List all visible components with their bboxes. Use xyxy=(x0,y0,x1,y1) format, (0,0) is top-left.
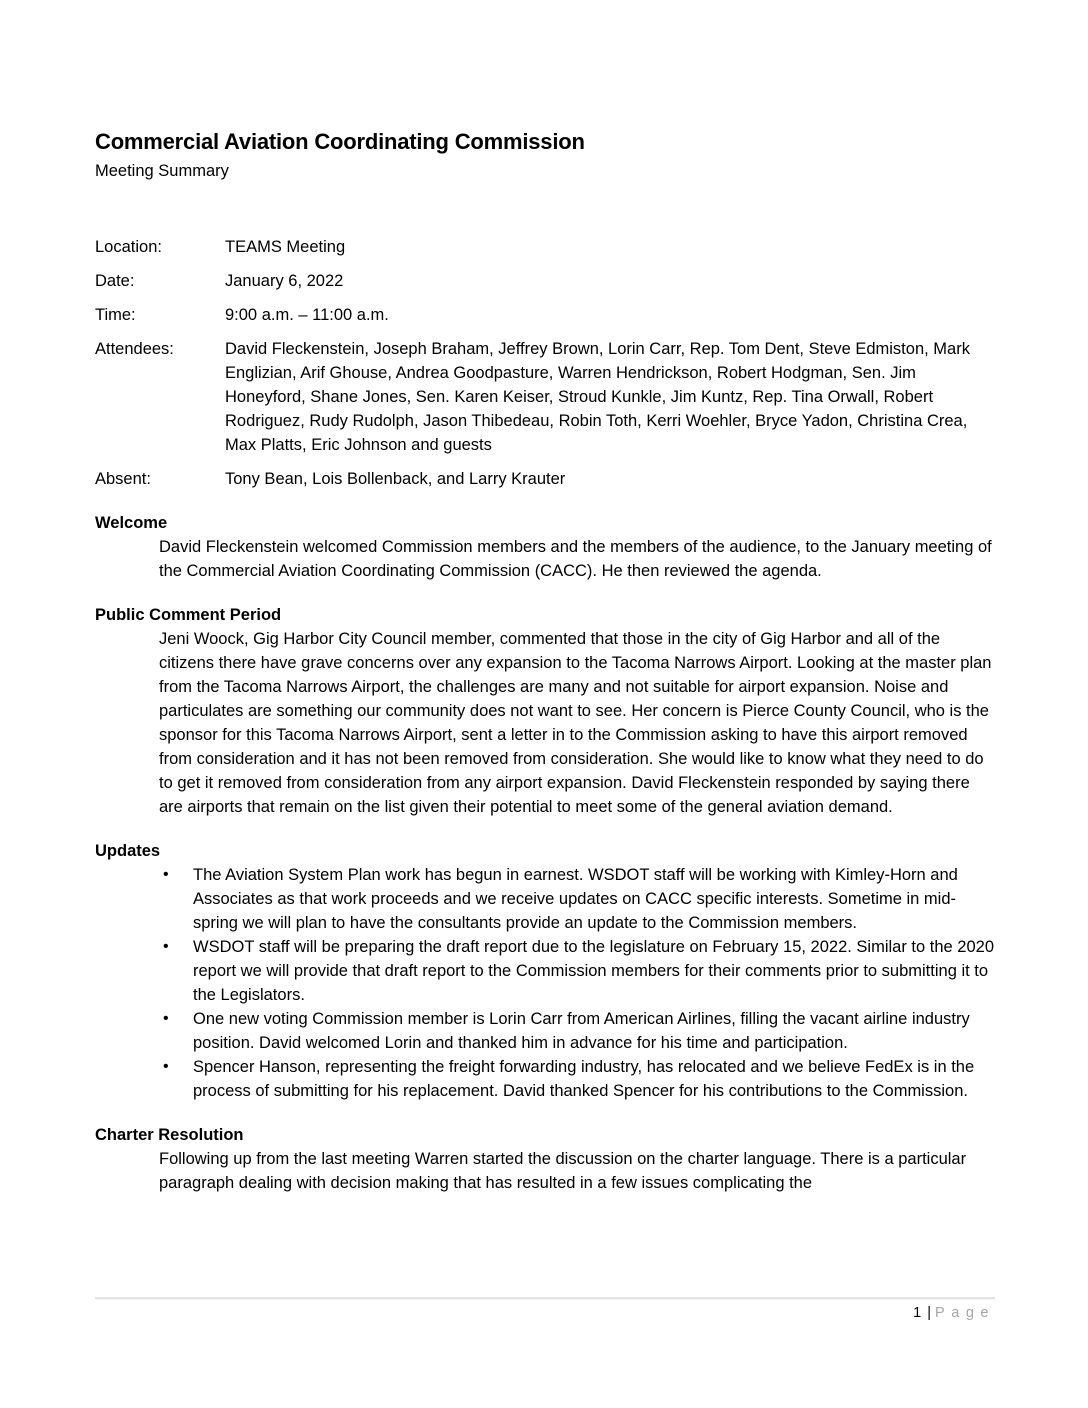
bullet-item: • WSDOT staff will be preparing the draft report due to the legislature on February 15, 2022. Similar to the 2020 report we will provide that draft report to the Commission members for their comments prior to submitting it to the Legislators. xyxy=(95,935,995,1007)
meta-value-time: 9:00 a.m. – 11:00 a.m. xyxy=(225,306,389,324)
meta-label-absent: Absent: xyxy=(95,470,151,488)
section-heading-updates: Updates xyxy=(95,842,161,860)
section-heading-welcome: Welcome xyxy=(95,514,168,532)
footer-page-number: 1 xyxy=(913,1305,922,1321)
section-heading-charter-resolution: Charter Resolution xyxy=(95,1126,244,1144)
document-content xyxy=(95,128,995,1195)
footer-page-label xyxy=(95,1302,995,1324)
updates-bullet-list xyxy=(95,863,995,1103)
section-public-comment-period xyxy=(95,603,995,819)
meta-row-absent xyxy=(95,467,995,491)
document-subtitle: Meeting Summary xyxy=(95,162,229,180)
section-welcome xyxy=(95,511,995,583)
section-charter-resolution xyxy=(95,1123,995,1195)
meta-label-time: Time: xyxy=(95,306,136,324)
meta-label-location: Location: xyxy=(95,238,162,256)
meta-value-absent: Tony Bean, Lois Bollenback, and Larry Krauter xyxy=(225,470,566,488)
bullet-item: • Spencer Hanson, representing the freight forwarding industry, has relocated and we believe FedEx is in the process of submitting for his replacement. David thanked Spencer for his contributions to the Commission. xyxy=(95,1055,995,1103)
bullet-item: • One new voting Commission member is Lorin Carr from American Airlines, filling the vacant airline industry position. David welcomed Lorin and thanked him in advance for his time and participation. xyxy=(95,1007,995,1055)
bullet-item: • The Aviation System Plan work has begun in earnest. WSDOT staff will be working with Kimley-Horn and Associates as that work proceeds and we receive updates on CACC specific interests. Sometime in mid-spring we will plan to have the consultants provide an update to the Commission members. xyxy=(95,863,995,935)
meta-value-date: January 6, 2022 xyxy=(225,272,344,290)
section-heading-public-comment-period: Public Comment Period xyxy=(95,606,282,624)
meta-value-location: TEAMS Meeting xyxy=(225,238,346,256)
footer-divider xyxy=(95,1297,995,1300)
footer-page-word: Page xyxy=(935,1305,995,1321)
meta-row-date xyxy=(95,269,995,293)
meeting-meta xyxy=(95,235,995,491)
page-footer xyxy=(95,1297,995,1324)
meta-row-attendees xyxy=(95,337,995,457)
meta-label-attendees: Attendees: xyxy=(95,340,174,358)
document-title: Commercial Aviation Coordinating Commission xyxy=(95,129,585,154)
footer-separator: | xyxy=(927,1305,932,1321)
section-updates xyxy=(95,839,995,1103)
paragraph: David Fleckenstein welcomed Commission members and the members of the audience, to the January meeting of the Commercial Aviation Coordinating Commission (CACC). He then reviewed the agenda. xyxy=(159,538,992,580)
meta-row-location xyxy=(95,235,995,259)
paragraph: Jeni Woock, Gig Harbor City Council member, commented that those in the city of Gig Harbor and all of the citizens there have grave concerns over any expansion to the Tacoma Narrows Airport. Looking at the master plan from the Tacoma Narrows Airport, the challenges are many and not suitable for airport expansion. Noise and particulates are something our community does not want to see. Her concern is Pierce County Council, who is the sponsor for this Tacoma Narrows Airport, sent a letter in to the Commission asking to have this airport removed from consideration and it has not been removed from consideration. She would like to know what they need to do to get it removed from consideration from any airport expansion. David Fleckenstein responded by saying there are airports that remain on the list given their potential to meet some of the general aviation demand. xyxy=(159,630,992,816)
paragraph: Following up from the last meeting Warren started the discussion on the charter language. There is a particular paragraph dealing with decision making that has resulted in a few issues complicating the xyxy=(159,1150,967,1192)
meta-row-time xyxy=(95,303,995,327)
meta-value-attendees: David Fleckenstein, Joseph Braham, Jeffrey Brown, Lorin Carr, Rep. Tom Dent, Steve Edmiston, Mark Englizian, Arif Ghouse, Andrea Goodpasture, Warren Hendrickson, Robert Hodgman, Sen. Jim Honeyford, Shane Jones, Sen. Karen Keiser, Stroud Kunkle, Jim Kuntz, Rep. Tina Orwall, Robert Rodriguez, Rudy Rudolph, Jason Thibedeau, Robin Toth, Kerri Woehler, Bryce Yadon, Christina Crea, Max Platts, Eric Johnson and guests xyxy=(225,340,970,454)
meta-label-date: Date: xyxy=(95,272,135,290)
